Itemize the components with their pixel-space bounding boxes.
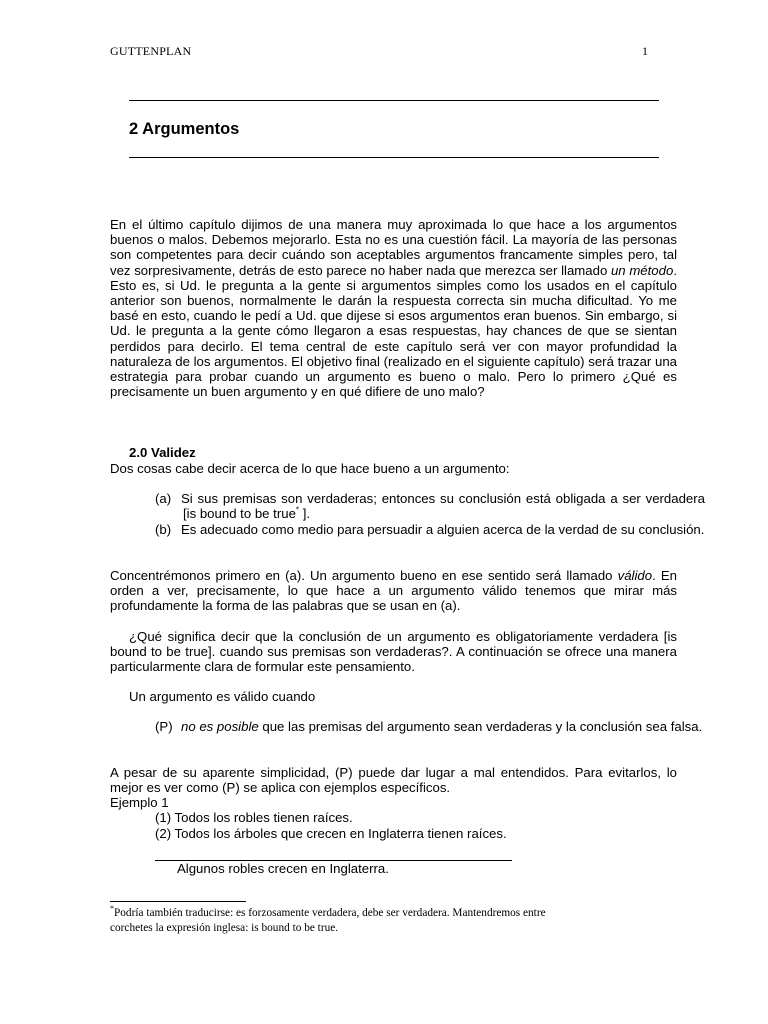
title-bottom-rule bbox=[129, 157, 659, 158]
question-paragraph: ¿Qué significa decir que la conclusión de un argumento es obligatoriamente verdadera [is bound to be true]. cuando sus premisas son verdaderas?. A continuación se ofrece una manera particularmente clara de formular este pensamiento. bbox=[110, 629, 677, 675]
title-top-rule bbox=[129, 100, 659, 101]
footnote-rule bbox=[110, 901, 246, 902]
list-marker-b: (b) bbox=[155, 522, 172, 537]
footnote-line-1: Podría también traducirse: es forzosamente verdadera, debe ser verdadera. Mantendremos entre bbox=[114, 907, 546, 919]
intro-text-1: En el último capítulo dijimos de una manera muy aproximada lo que hace a los argumentos buenos o malos. Debemos mejorarlo. Esta no es una cuestión fácil. La mayoría de las personas son competentes para decir cuándo son aceptables argumentos francamente simples pero, tal vez sorpresivamente, detrás de esto parece no haber nada que merezca ser llamado bbox=[110, 217, 677, 278]
chapter-title: 2 Argumentos bbox=[129, 120, 240, 138]
footnote-reference: * bbox=[295, 505, 300, 515]
validity-paragraph bbox=[110, 568, 677, 614]
principle-text: que las premisas del argumento sean verdaderas y la conclusión sea falsa. bbox=[258, 719, 703, 734]
example-label: Ejemplo 1 bbox=[110, 795, 169, 810]
premise-2: (2) Todos los árboles que crecen en Inglaterra tienen raíces. bbox=[155, 826, 507, 841]
valid-when-line: Un argumento es válido cuando bbox=[129, 689, 316, 704]
running-head: GUTTENPLAN bbox=[110, 44, 192, 58]
section-lead: Dos cosas cabe decir acerca de lo que hace bueno a un argumento: bbox=[110, 461, 510, 476]
premise-1: (1) Todos los robles tienen raíces. bbox=[155, 810, 353, 825]
despite-paragraph: A pesar de su aparente simplicidad, (P) puede dar lugar a mal entendidos. Para evitarlos, lo mejor es ver como (P) se aplica con ejemplos específicos. bbox=[110, 765, 677, 796]
intro-emphasis: un método bbox=[610, 262, 674, 278]
list-item-b-text: Es adecuado como medio para persuadir a alguien acerca de la verdad de su conclusión. bbox=[181, 522, 705, 537]
principle-p bbox=[155, 719, 705, 734]
footnote bbox=[110, 906, 690, 936]
intro-text-2: . Esto es, si Ud. le pregunta a la gente si argumentos simples como los usados en el capítulo anterior son buenos, normalmente le darán la respuesta correcta sin mucha dificultad. Yo me basé en esto, cuando le pedí a Ud. que dijese si esos argumentos eran buenos. Sin embargo, si Ud. le pregunta a la gente cómo llegaron a esas respuestas, hay chances de que se sientan perdidos para decirlo. El tema central de este capítulo será ver con mayor profundidad la naturaleza de los argumentos. El objetivo final (realizado en el siguiente capítulo) será trazar una estrategia para probar cuando un argumento es bueno o malo. Pero lo primero ¿Qué es precisamente un buen argumento y en qué difiere de uno malo? bbox=[110, 262, 677, 400]
validity-text-1: Concentrémonos primero en (a). Un argumento bueno en ese sentido será llamado bbox=[110, 568, 618, 583]
validity-emphasis: válido bbox=[617, 568, 653, 583]
list-item-b bbox=[155, 522, 705, 537]
list-item-a-text: Si sus premisas son verdaderas; entonces su conclusión está obligada a ser verdadera [is bound to be true bbox=[181, 491, 705, 522]
list-marker-a: (a) bbox=[155, 491, 172, 506]
section-heading: 2.0 Validez bbox=[129, 445, 196, 460]
validity-text-2: . En orden a ver, precisamente, lo que hace a un argumento válido tenemos que mirar más profundamente la forma de las palabras que se usan en (a). bbox=[110, 568, 677, 614]
footnote-line-2: corchetes la expresión inglesa: is bound to be true. bbox=[110, 922, 339, 934]
conclusion: Algunos robles crecen en Inglaterra. bbox=[177, 861, 389, 876]
page-number: 1 bbox=[642, 44, 649, 58]
intro-paragraph bbox=[110, 217, 677, 399]
list-item-a-end: ]. bbox=[299, 506, 311, 522]
principle-emphasis: no es posible bbox=[181, 719, 259, 734]
list-item-a bbox=[155, 491, 705, 521]
principle-marker: (P) bbox=[155, 719, 173, 734]
footnote-mark: * bbox=[110, 904, 114, 914]
